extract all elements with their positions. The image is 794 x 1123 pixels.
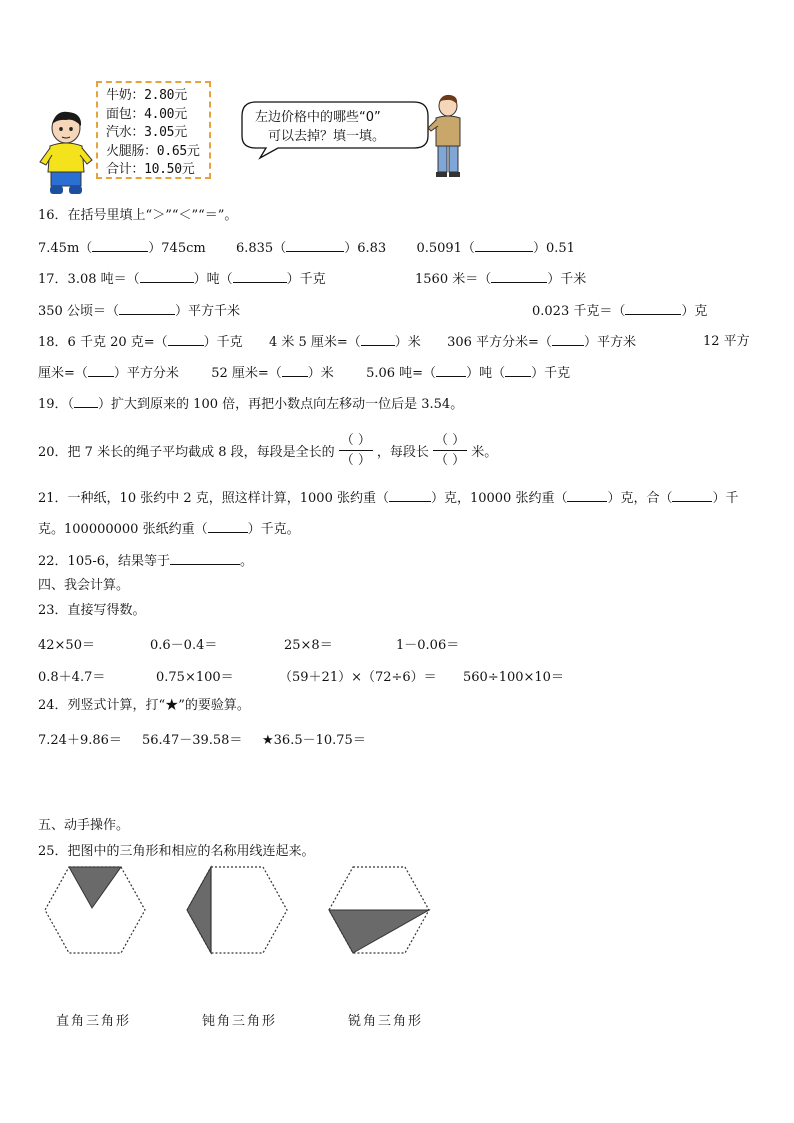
q22-text: 22．105-6，结果等于 — [38, 554, 171, 569]
answer-blank[interactable] — [672, 489, 712, 502]
section-heading: 五、动手操作。 — [38, 818, 130, 833]
answer-blank[interactable] — [119, 302, 175, 315]
q25-title: 25．把图中的三角形和相应的名称用线连起来。 — [38, 844, 315, 859]
q18-text: 306 平方分米=（ — [447, 335, 552, 350]
shaded-triangle — [187, 867, 211, 953]
q18-l1g: 12 平方 — [703, 334, 750, 349]
q16-c-right: ）0.51 — [532, 241, 575, 256]
q17-b — [415, 270, 586, 289]
q18-text: ）平方米 — [583, 335, 636, 350]
price-row: 合计：10.50元 — [106, 162, 195, 177]
q17-text: 1560 米＝（ — [415, 272, 492, 287]
fraction-denominator: （ ） — [434, 453, 466, 468]
q17-text: ）克 — [681, 304, 708, 319]
speech-text-line1: 左边价格中的哪些“0” — [255, 110, 381, 125]
calc-item: （59＋21）×（72÷6）＝ — [279, 670, 437, 685]
q16-a-right: ）745cm — [148, 241, 206, 256]
q21-text: ）千克。 — [247, 522, 300, 537]
answer-blank[interactable] — [436, 364, 466, 377]
q16-a-left: 7.45m（ — [38, 241, 93, 256]
calc-item: 56.47－39.58＝ — [142, 733, 243, 748]
answer-blank[interactable] — [286, 239, 344, 252]
q17-line2 — [38, 302, 240, 321]
q18-text: ）米 — [307, 366, 334, 381]
q18-text: 5.06 吨=（ — [366, 366, 437, 381]
triangle-name-acute: 锐角三角形 — [348, 1014, 424, 1029]
q16-title: 16．在括号里填上“＞”“＜”“＝”。 — [38, 208, 238, 223]
answer-blank[interactable] — [491, 270, 547, 283]
answer-blank[interactable] — [92, 239, 148, 252]
q17-text: 17．3.08 吨＝（ — [38, 272, 140, 287]
answer-blank[interactable] — [168, 333, 204, 346]
q21-line2 — [38, 520, 300, 539]
q16-c-left: 0.5091（ — [416, 241, 475, 256]
q21-line1 — [38, 489, 739, 508]
triangle-name-obtuse: 钝角三角形 — [202, 1014, 278, 1029]
answer-blank[interactable] — [552, 333, 584, 346]
q18-text: ）千克 — [531, 366, 571, 381]
q17-line1 — [38, 270, 326, 289]
calc-item: 0.75×100＝ — [156, 670, 234, 685]
q23-title: 23．直接写得数。 — [38, 603, 146, 618]
q22-line — [38, 552, 253, 571]
q19-text: ）扩大到原来的 100 倍，再把小数点向左移动一位后是 3.54。 — [98, 397, 464, 412]
hexagon-figure-3 — [326, 864, 432, 960]
q16-b-right: ）6.83 — [344, 241, 387, 256]
q16-b-left: 6.835（ — [235, 241, 287, 256]
q17-d — [532, 302, 707, 321]
price-row: 火腿肠：0.65元 — [106, 143, 200, 159]
price-row: 面包：4.00元 — [106, 106, 187, 122]
q19-line — [38, 395, 463, 414]
calc-item: 25×8＝ — [284, 638, 333, 653]
q21-text: ）千 — [712, 491, 739, 506]
answer-blank[interactable] — [505, 364, 531, 377]
q18-text: ）千克 — [203, 335, 243, 350]
answer-blank[interactable] — [625, 302, 681, 315]
q18-text: ）平方分米 — [113, 366, 179, 381]
answer-blank[interactable] — [208, 520, 248, 533]
q17-text: 350 公顷＝（ — [38, 304, 119, 319]
answer-blank[interactable] — [282, 364, 308, 377]
teacher-illustration — [426, 94, 468, 182]
fraction-denominator: （ ） — [340, 453, 371, 468]
price-row: 汽水：3.05元 — [106, 125, 187, 140]
boy-illustration — [38, 110, 94, 200]
fraction-numerator: （ ） — [434, 433, 466, 448]
answer-blank[interactable] — [140, 270, 194, 283]
q18-text: 18．6 千克 20 克=（ — [38, 335, 168, 350]
q17-text: ）千克 — [286, 272, 326, 287]
hexagon-figure-2 — [184, 864, 290, 960]
q18-text: 厘米=（ — [38, 366, 88, 381]
q18-text: ）米 — [394, 335, 421, 350]
fraction-blank[interactable] — [433, 432, 467, 469]
calc-item: 42×50＝ — [38, 638, 95, 653]
q20-text: 20．把 7 米长的绳子平均截成 8 段，每段是全长的 — [38, 445, 335, 460]
q22-text: 。 — [240, 554, 254, 569]
price-list-box — [96, 81, 211, 179]
q24-title: 24．列竖式计算，打“★”的要验算。 — [38, 698, 250, 713]
q21-text: ）克，合（ — [607, 491, 673, 506]
calc-item: 0.8＋4.7＝ — [38, 670, 106, 685]
q20-line — [38, 434, 497, 471]
calc-item: ★36.5－10.75＝ — [262, 733, 366, 748]
hexagon-figure-1 — [42, 864, 148, 960]
price-row: 牛奶：2.80元 — [106, 88, 187, 103]
calc-item: 560÷100×10＝ — [463, 670, 564, 685]
calc-item: 1－0.06＝ — [396, 638, 460, 653]
triangle-name-right: 直角三角形 — [56, 1014, 132, 1029]
q20-text: ，每段长 — [376, 445, 429, 460]
q18-text: 52 厘米=（ — [211, 366, 282, 381]
q20-text: 米。 — [471, 445, 498, 460]
answer-blank[interactable] — [88, 364, 114, 377]
fraction-blank[interactable] — [339, 432, 373, 469]
speech-text-line2: 可以去掉？填一填。 — [268, 129, 386, 144]
q18-text: ）吨（ — [466, 366, 506, 381]
q17-text: ）吨（ — [193, 272, 233, 287]
calc-item: 7.24＋9.86＝ — [38, 733, 122, 748]
q18-line2 — [38, 364, 570, 383]
answer-blank[interactable] — [567, 489, 607, 502]
q18-line1 — [38, 333, 636, 352]
q21-text: 21．一种纸，10 张约中 2 克，照这样计算，1000 张约重（ — [38, 491, 389, 506]
q18-text: 4 米 5 厘米=（ — [268, 335, 361, 350]
answer-blank[interactable] — [361, 333, 395, 346]
q21-text: 克。100000000 张纸约重（ — [38, 522, 208, 537]
section-heading: 四、我会计算。 — [38, 578, 130, 593]
q19-text: 19．（ — [38, 397, 75, 412]
q16-items — [38, 239, 575, 258]
answer-blank[interactable] — [233, 270, 287, 283]
answer-blank[interactable] — [74, 395, 98, 408]
q21-text: ）克，10000 张约重（ — [430, 491, 568, 506]
q17-text: 0.023 千克＝（ — [532, 304, 626, 319]
calc-item: 0.6－0.4＝ — [150, 638, 218, 653]
q17-text: ）平方千米 — [174, 304, 240, 319]
answer-blank[interactable] — [389, 489, 431, 502]
answer-blank[interactable] — [475, 239, 533, 252]
answer-blank[interactable] — [170, 552, 240, 565]
q17-text: ）千米 — [547, 272, 587, 287]
fraction-numerator: （ ） — [340, 433, 371, 448]
